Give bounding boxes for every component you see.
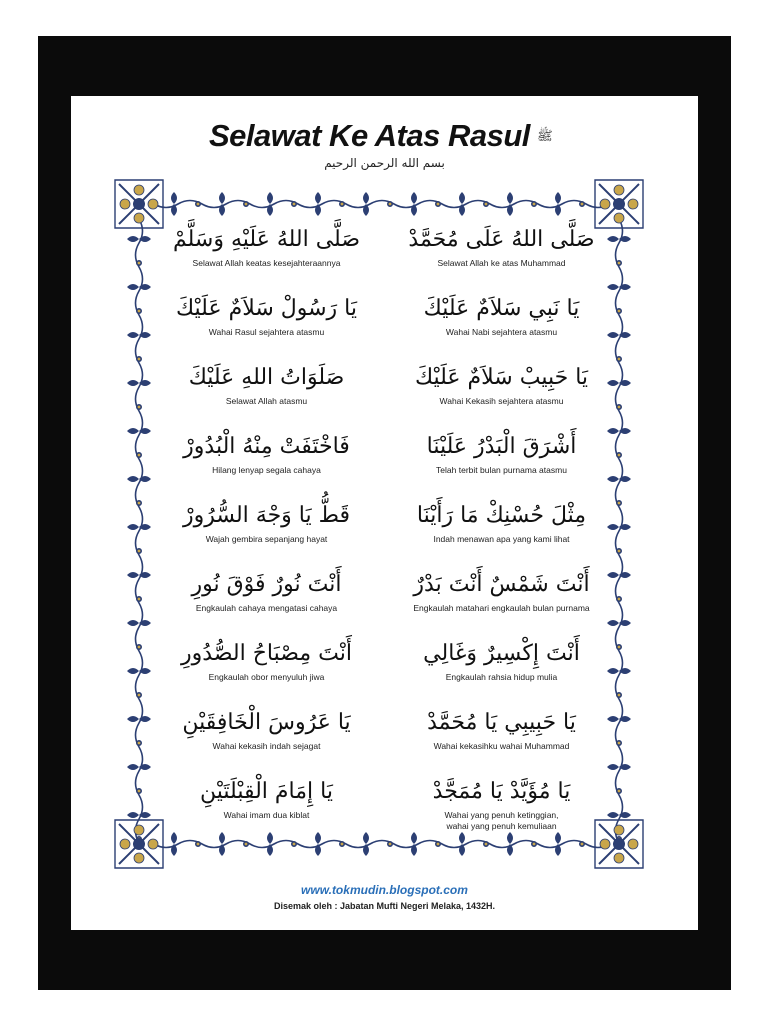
verse-right xyxy=(384,502,619,545)
arabic-verse: يَا نَبِي سَلاَمٌ عَلَيْكَ xyxy=(423,296,580,321)
arabic-verse: أَنْتَ إِكْسِيرٌ وَغَالِي xyxy=(423,641,580,666)
arabic-verse: قَطُّ يَا وَجْهَ السُّرُورْ xyxy=(182,503,351,528)
malay-translation: Wahai imam dua kiblat xyxy=(223,810,310,820)
arabic-verse: صَلَّى اللهُ عَلَيْهِ وَسَلَّمْ xyxy=(173,227,360,252)
verse-right xyxy=(384,571,619,614)
malay-translation: Selawat Allah ke atas Muhammad xyxy=(437,258,566,268)
verse-right xyxy=(384,364,619,407)
website-link[interactable]: www.tokmudin.blogspot.com xyxy=(301,883,468,897)
malay-translation: Wahai Kekasih sejahtera atasmu xyxy=(439,396,564,406)
verse-left xyxy=(149,502,384,545)
verse-right xyxy=(384,226,619,269)
arabic-verse: يَا حَبِيبْ سَلاَمٌ عَلَيْكَ xyxy=(414,365,589,390)
verse-right xyxy=(384,433,619,476)
malay-translation: Engkaulah obor menyuluh jiwa xyxy=(208,672,325,682)
verse-right xyxy=(384,295,619,338)
arabic-verse: يَا مُؤَيَّدْ يَا مُمَجَّدْ xyxy=(432,779,571,804)
verse-left xyxy=(149,640,384,683)
document-sheet xyxy=(71,96,698,930)
verse-left xyxy=(149,571,384,614)
malay-translation: Engkaulah cahaya mengatasi cahaya xyxy=(195,603,338,613)
malay-translation: Selawat Allah keatas kesejahteraannya xyxy=(192,258,341,268)
arabic-verse: أَنْتَ نُورٌ فَوْقَ نُورِ xyxy=(191,572,342,597)
malay-translation: Wajah gembira sepanjang hayat xyxy=(205,534,328,544)
arabic-verse: فَاخْتَفَتْ مِنْهُ الْبُدُورْ xyxy=(183,434,350,459)
malay-translation: Engkaulah rahsia hidup mulia xyxy=(445,672,558,682)
arabic-verse: صَلَوَاتُ اللهِ عَلَيْكَ xyxy=(188,365,345,390)
malay-translation: Hilang lenyap segala cahaya xyxy=(212,465,321,475)
malay-translation: Wahai Nabi sejahtera atasmu xyxy=(445,327,558,337)
arabic-verse: أَنْتَ مِصْبَاحُ الصُّدُورِ xyxy=(181,641,352,666)
credit-line: Disemak oleh : Jabatan Mufti Negeri Melaka, 1432H. xyxy=(273,901,496,911)
arabic-verse: صَلَّى اللهُ عَلَى مُحَمَّدْ xyxy=(408,227,595,252)
verse-right xyxy=(384,778,619,832)
malay-translation: Wahai Rasul sejahtera atasmu xyxy=(208,327,325,337)
corner-ornament xyxy=(115,180,163,228)
verse-right xyxy=(384,640,619,683)
malay-translation: Engkaulah matahari engkaulah bulan purnama xyxy=(413,603,590,613)
saw-calligraphy-symbol: ﷺ xyxy=(537,129,553,144)
verse-left xyxy=(149,295,384,338)
malay-translation: Telah terbit bulan purnama atasmu xyxy=(436,465,567,475)
corner-ornament xyxy=(595,180,643,228)
arabic-verse: يَا رَسُولْ سَلاَمٌ عَلَيْكَ xyxy=(176,296,357,321)
malay-translation: Wahai kekasihku wahai Muhammad xyxy=(433,741,570,751)
verse-left xyxy=(149,778,384,821)
bismillah: بسم الله الرحمن الرحيم xyxy=(324,156,445,170)
page-title: Selawat Ke Atas Rasul xyxy=(209,118,530,153)
malay-translation: Wahai kekasih indah sejagat xyxy=(212,741,321,751)
verse-left xyxy=(149,226,384,269)
malay-translation: Wahai yang penuh ketinggian, wahai yang penuh kemuliaan xyxy=(444,810,559,831)
arabic-verse: يَا حَبِيبِي يَا مُحَمَّدْ xyxy=(427,710,576,735)
arabic-verse: يَا عَرُوسَ الْخَافِقَيْنِ xyxy=(182,710,351,735)
arabic-verse: يَا إِمَامَ الْقِبْلَتَيْنِ xyxy=(200,779,333,804)
arabic-verse: أَنْتَ شَمْسٌ أَنْتَ بَدْرٌ xyxy=(413,572,590,597)
arabic-verse: مِثْلَ حُسْنِكْ مَا رَأَيْنَا xyxy=(416,503,587,528)
verse-left xyxy=(149,364,384,407)
header xyxy=(71,118,698,156)
verse-grid xyxy=(149,226,619,846)
malay-translation: Selawat Allah atasmu xyxy=(225,396,308,406)
verse-left xyxy=(149,709,384,752)
arabic-verse: أَشْرَقَ الْبَدْرُ عَلَيْنَا xyxy=(426,434,577,459)
verse-left xyxy=(149,433,384,476)
malay-translation: Indah menawan apa yang kami lihat xyxy=(433,534,570,544)
verse-right xyxy=(384,709,619,752)
